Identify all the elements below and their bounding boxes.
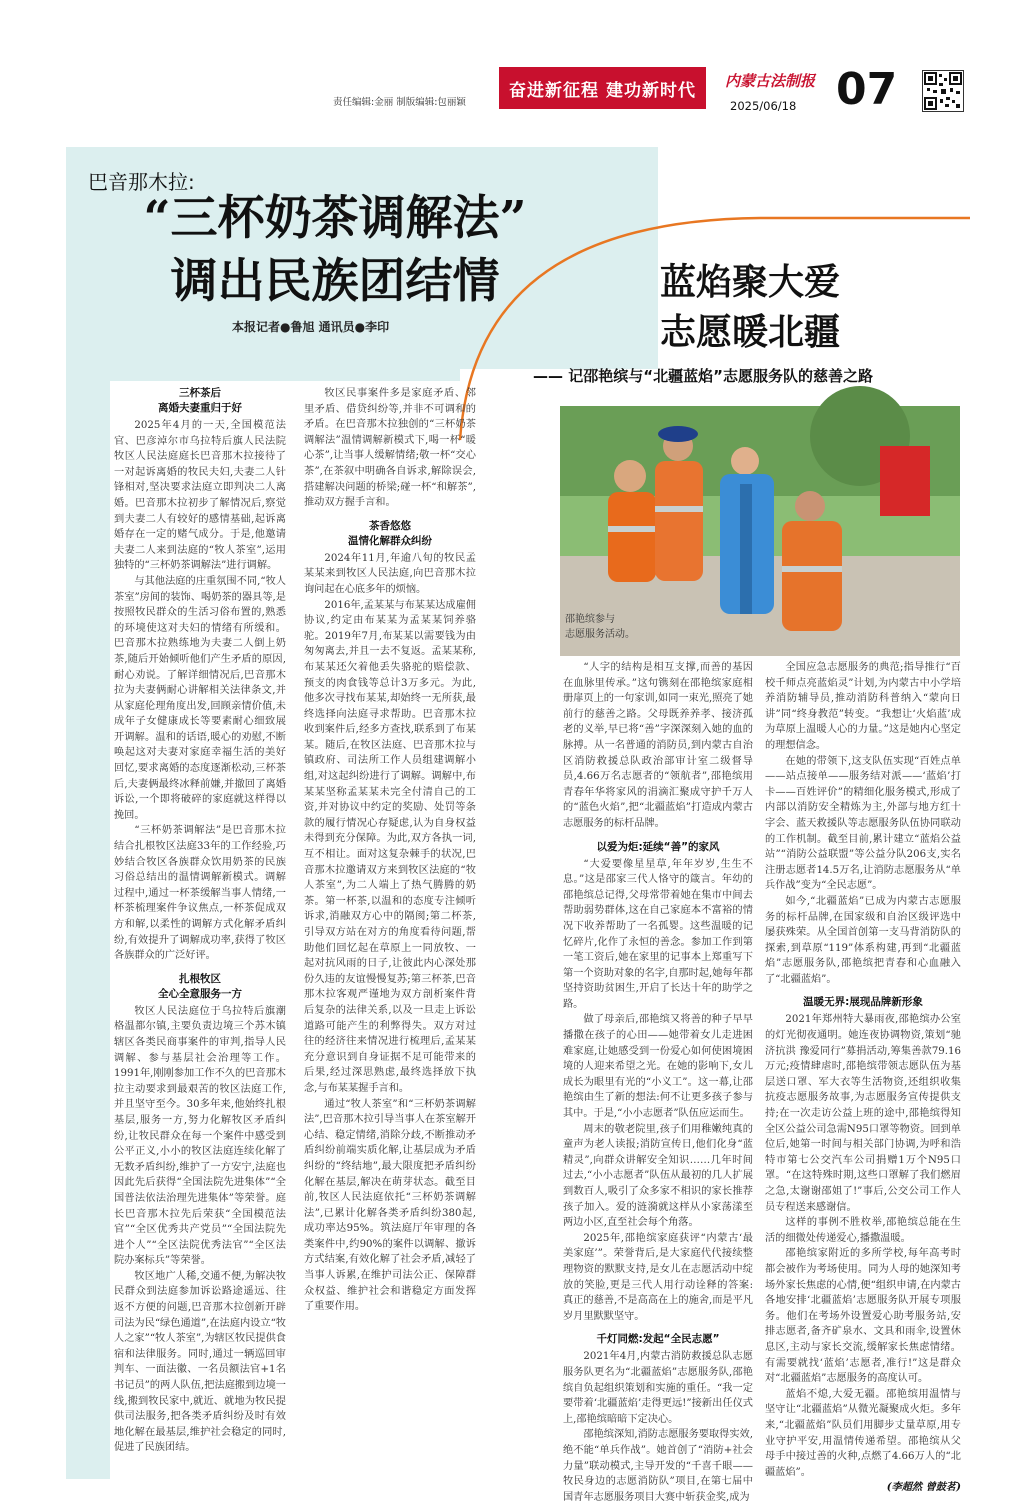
feature-section-title: 以爱为炬:延续“善”的家风 xyxy=(596,840,720,853)
feature-paragraph: “大爱要像星星草,年年岁岁,生生不息。”这是邵家三代人恪守的箴言。年幼的邵艳缤总记得,父母常带着她在集市中间去帮助弱势群体,这在自己家庭本不富裕的情况下收养帮助了一名孤婴。这些温暖的记忆碎片,化作了永恒的善念。参加工作到第一笔工资后,她在家里的记事本上郑重写下第一个资助对象的名字,自那时起,她每年都坚持资助贫困生,开启了长达十年的助学之路。 xyxy=(563,858,753,1010)
lead-paragraph: 牧区人民法庭位于乌拉特后旗潮格温都尔镇,主要负责边境三个苏木镇辖区各类民商事案件的审判,指导人民调解、参与基层社会治理等工作。1991年,刚刚参加工作不久的巴音那木拉主动要求到最艰苦的牧区法庭工作,并且坚守至今。30多年来,他始终扎根基层,服务一方,努力化解牧区矛盾纠纷,让牧民群众在每一个案件中感受到公平正义,小小的牧区法庭连续化解了无数矛盾纠纷,维护了一方安宁,法庭也因此先后获得“全国法院先进集体”“全国普法依法治理先进集体”等荣誉。庭长巴音那木拉先后荣获“全国模范法官”“全区优秀共产党员”“全国法院先进个人”“全区法院优秀法官”“全区法院办案标兵”等荣誉。 xyxy=(114,1005,286,1267)
feature-headline-1: 蓝焰聚大爱 xyxy=(659,261,840,303)
lead-paragraph: 2024年11月,年逾八旬的牧民孟某某来到牧区人民法庭,向巴音那木拉询问起在心底多年的烦恼。 xyxy=(304,552,476,595)
lead-byline: 本报记者●鲁旭 通讯员●李印 xyxy=(232,320,390,334)
feature-section-title: 温暖无界:展现品牌新形象 xyxy=(803,996,923,1009)
newspaper-name: 内蒙古法制报 xyxy=(725,72,816,90)
lead-paragraph: 2025年4月的一天,全国模范法官、巴彦淖尔市乌拉特后旗人民法院牧区人民法庭庭长巴音那木拉接待了一对起诉离婚的牧民夫妇,夫妻二人针锋相对,坚决要求法庭立即判决二人离婚。巴音那木拉初步了解情况后,察觉到夫妻二人有较好的感情基础,起诉离婚存在一定的赌气成分。于是,他邀请夫妻二人来到法庭的“牧人茶室”,运用独特的“三杯奶茶调解法”进行调解。 xyxy=(114,420,286,572)
page-number: 07 xyxy=(836,64,898,115)
lead-headline-2: 调出民族团结情 xyxy=(170,254,500,309)
lead-kicker: 巴音那木拉: xyxy=(88,170,195,194)
feature-headline-2: 志愿暖北疆 xyxy=(659,311,840,353)
feature-paragraph: 邵艳缤家附近的多所学校,每年高考时都会被作为考场使用。同为人母的她深知考场外家长焦虑的心情,便“组织申请,在内蒙古各地安排‘北疆蓝焰’志愿服务队开展专项服务。他们在考场外设置爱心助考服务站,安排志愿者,备齐矿泉水、文具和雨伞,设置休息区,主动与家长交流,缓解家长焦虑情绪。有需要就找‘蓝焰’志愿者,准行!”这是群众对“北疆蓝焰”志愿服务的高度认可。 xyxy=(765,1248,961,1385)
qr-code-icon xyxy=(922,70,964,112)
lead-headline-1: “三杯奶茶调解法” xyxy=(143,191,527,246)
feature-paragraph: 2021年4月,内蒙古消防救援总队志愿服务队更名为“北疆蓝焰”志愿服务队,邵艳缤自负起组织策划和实施的重任。“我一定要带着‘北疆蓝焰’走得更远!”接新出任仪式上,邵艳缤暗暗下定决心。 xyxy=(563,1351,753,1425)
feature-paragraph: 周末的敬老院里,孩子们用稚嫩纯真的童声为老人读报;消防宣传日,他们化身“蓝精灵”,向群众讲解安全知识……几年时间过去,“小小志愿者”队伍从最初的几人扩展到数百人,吸引了众多家不相识的家长推荐孩子加入。爱的涟漪就这样从小家荡漾至两边小区,直至社会每个角落。 xyxy=(563,1123,753,1229)
lead-section-title-2: 扎根牧区 全心全意服务一方 xyxy=(158,972,242,1000)
lead-left-band xyxy=(66,147,110,1479)
issue-date: 2025/06/18 xyxy=(730,99,797,113)
lead-section-title-3: 茶香悠悠 温情化解群众纠纷 xyxy=(348,519,432,547)
feature-column-2 xyxy=(765,660,961,1494)
feature-column-1 xyxy=(563,660,753,1503)
feature-paragraph: 做了母亲后,邵艳缤又将善的种子早早播撒在孩子的心田——她带着女儿走进困难家庭,让她感受到一份爱心如何使困境困境的人迎来希望之光。在她的影响下,女儿成长为眼里有光的“小义工”。这一幕,让邵艳缤由生了新的想法:何不让更多孩子参与其中。于是,“小小志愿者”队伍应运而生。 xyxy=(563,1014,753,1120)
feature-paragraph: 如今,“北疆蓝焰”已成为内蒙古志愿服务的标杆品牌,在国家级和自治区级评选中屡获殊荣。从全国首创第一支马背消防队的探索,到草原“119”体系构建,再到“北疆蓝焰”志愿服务队,邵艳缤把青春和心血融入了“北疆蓝焰”。 xyxy=(765,895,961,985)
lead-paragraph: 通过“牧人茶室”和“三杯奶茶调解法”,巴音那木拉引导当事人在茶室解开心结、稳定情绪,消除分歧,不断推动矛盾纠纷前端实质化解,让基层成为矛盾纠纷的“终结地”,最大限度把矛盾纠纷化解在基层,解决在萌芽状态。截至目前,牧区人民法庭依托“三杯奶茶调解法”,已累计化解各类矛盾纠纷380起,成功率达95%。筑法庭厅年审理的各类案件中,约90%的案件以调解、撤诉方式结案,有效化解了社会矛盾,减轻了当事人诉累,在维护司法公正、保障群众权益、维护社会和谐稳定方面发挥了重要作用。 xyxy=(304,1098,476,1313)
lead-paragraph: 2016年,孟某某与布某某达成雇佣协议,约定由布某某为孟某某饲养骆驼。2019年7月,布某某以需要钱为由匆匆离去,并且一去不复返。孟某某称,布某某还欠着他丢失骆驼的赔偿款、预支的肉食钱等总计3万多元。为此,他多次寻找布某某,却始终一无所获,最终选择向法庭寻求帮助。巴音那木拉收到案件后,经多方查找,联系到了布某某。随后,在牧区法庭、巴音那木拉与镇政府、司法所工作人员组建调解小组,对这起纠纷进行了调解。调解中,布某某坚称孟某某未完全付清自己的工资,并对协议中约定的奖励、处罚等条款的履行情况心存疑虑,认为自身权益未得到充分保障。为此,双方各执一词,互不相让。面对这复杂棘手的状况,巴音那木拉邀请双方来到牧区法庭的“牧人茶室”,为二人端上了热气腾腾的奶茶。第一杯茶,以温和的态度专注倾听诉求,消融双方心中的隔阂;第二杯茶,引导双方站在对方的角度看待问题,帮助他们回忆起在草原上一同放牧、一起对抗风雨的日子,让彼此内心深处那份久违的友谊慢慢复苏;第三杯茶,巴音那木拉客观严谨地为双方剖析案件背后复杂的法律关系,以及一旦走上诉讼道路可能产生的利弊得失。双方对过往的经济往来情况进行梳理后,孟某某充分意识到自身证据不足可能带来的后果,经过深思熟虑,最终选择放下执念,与布某某握手言和。 xyxy=(304,599,476,1094)
feature-paragraph: “人字的结构是相互支撑,而善的基因在血脉里传承。”这句镌刻在邵艳缤家庭相册扉页上的一句家训,如同一束光,照亮了她前行的慈善之路。父母既养养孝、接济孤老的义举,早已将“善”字深深刻入她的血的脉搏。从一名普通的消防员,到内蒙古自治区消防救援总队政治部审计室二级督导员,4.66万名志愿者的“领航者”,邵艳缤用青春年华将家风的涓滴汇聚成守护千万人的“蓝色火焰”,把“北疆蓝焰”打造成内蒙古志愿服务的标杆品牌。 xyxy=(563,662,753,829)
page-editors: 责任编辑:金丽 制版编辑:包丽颖 xyxy=(333,97,466,108)
feature-paragraph: 邵艳缤深知,消防志愿服务要取得实效,绝不能“单兵作战”。她首创了“消防+社会力量”联动模式,主导开发的“千喜千眼——牧民身边的志愿消防队”项目,在第七届中国青年志愿服务项目大赛中斩获金奖,成为 xyxy=(563,1429,753,1503)
lead-paragraph: “三杯奶茶调解法”是巴音那木拉结合扎根牧区法庭33年的工作经验,巧妙结合牧区各族群众饮用奶茶的民族习俗总结出的温情调解新模式。调解过程中,通过一杯茶缓解当事人情绪,一杯茶梳理案件争议焦点,一杯茶促成双方和解,以柔性的调解方式化解矛盾纠纷,有效提升了调解成功率,获得了牧区各族群众的广泛好评。 xyxy=(114,825,286,962)
lead-paragraph: 牧区地广人稀,交通不便,为解决牧民群众到法庭参加诉讼路途遥远、往返不方便的问题,巴音那木拉创新开辟司法为民“绿色通道”,在法庭内设立“牧人之家”“牧人茶室”,为辖区牧民提供食宿和法律服务。同时,通过一辆巡回审判车、一面法徽、一名员额法官+1名书记员”的两人队伍,把法庭搬到边境一线,搬到牧民家中,就近、就地为牧民提供司法服务,把各类矛盾纠纷及时有效地化解在最基层,维护社会稳定的同时,促进了民族团结。 xyxy=(114,1270,286,1454)
lead-column-1 xyxy=(114,386,286,1476)
feature-section-title: 千灯同燃:发起“全民志愿” xyxy=(596,1333,720,1346)
feature-paragraph: 这样的事例不胜枚举,邵艳缤总能在生活的细微处传递爱心,播撒温暖。 xyxy=(765,1217,961,1244)
lead-section-title-1: 三杯茶后 离婚夫妻重归于好 xyxy=(158,387,242,414)
feature-paragraph: 全国应急志愿服务的典范;指导推行“百校千师点亮蓝焰灵”计划,为内蒙古中小学培养消防辅导员,推动消防科普纳入“蒙向日讲”同“终身教范”转变。“我想让‘火焰蓝’成为草原上温暖人心的力量。”这是她内心坚定的理想信念。 xyxy=(765,662,961,751)
feature-paragraph: 2025年,邵艳缤家庭获评“内蒙古‘最美家庭’”。荣誉背后,是大家庭代代接续整理物资的默默支持,是女儿在志愿活动中绽放的笑脸,更是三代人用行动诠释的答案:真正的慈善,不是高高在上的施舍,而是平凡岁月里默默坚守。 xyxy=(563,1232,753,1322)
feature-paragraph: 2021年郑州特大暴雨夜,邵艳缤办公室的灯光彻夜通明。她连夜协调物资,策划“驰济抗洪 豫爱同行”募捐活动,筹集善款79.16万元;疫情肆虐时,邵艳缤带领志愿队伍为基层送口罩、军大衣等生活物资,还组织收集抗疫志愿服务故事,为志愿服务宣传提供支持;在一次走访公益上班的途中,邵艳缤得知全区公益公司急需N95口罩等物资。回到单位后,她第一时间与相关部门协调,为呼和浩特市第七公交汽车公司捐赠1万个N95口罩。“在这特殊时期,这些口罩解了我们燃眉之急,太谢谢邵姐了!”事后,公交公司工作人员专程送来感谢信。 xyxy=(765,1014,961,1213)
feature-subtitle: —— 记邵艳缤与“北疆蓝焰”志愿服务队的慈善之路 xyxy=(533,367,873,385)
photo-caption: 邵艳缤参与 志愿服务活动。 xyxy=(565,614,635,640)
slogan-banner: 奋进新征程 建功新时代 xyxy=(499,67,706,109)
lead-panel-strip xyxy=(66,369,460,381)
lead-paragraph: 与其他法庭的庄重氛围不同,“牧人茶室”房间的装饰、喝奶茶的器具等,是按照牧民群众的生活习俗布置的,熟悉的环境使这对夫妇的情绪有所缓和。巴音那木拉熟练地为夫妻二人倒上奶茶,随后开始倾听他们产生矛盾的原因,耐心劝说。了解详细情况后,巴音那木拉为夫妻俩耐心讲解相关法律条文,并从家庭伦理角度出发,回顾亲情价值,未成年子女健康成长等要素耐心细致展开调解。温和的话语,暖心的劝慰,不断唤起这对夫妻对家庭幸福生活的美好回忆,要求离婚的态度逐渐松动,三杯茶后,夫妻俩最终冰释前嫌,并撤回了离婚诉讼,一个即将破碎的家庭就这样得以挽回。 xyxy=(114,575,286,821)
feature-paragraph: 在她的带领下,这支队伍实现“百姓点单——站点接单——服务结对派——‘蓝焰’打卡——百姓评价”的精细化服务模式,形成了内部以消防安全精炼为主,外部与地方红十字会、蓝天救援队等志愿服务队伍协同联动的工作机制。截至目前,累计建立“蓝焰公益站”“消防公益联盟”等公益分队206支,实名注册志愿者14.5万名,让消防志愿服务从“单兵作战”变为“全民志愿”。 xyxy=(765,755,961,892)
lead-paragraph: 牧区民事案件多是家庭矛盾、邻里矛盾、借贷纠纷等,并非不可调和的矛盾。在巴音那木拉独创的“三杯奶茶调解法”温情调解新模式下,喝一杯“暖心茶”,让当事人缓解情绪;敬一杯“交心茶”,在茶叙中明确各自诉求,解除误会,搭建解决问题的桥梁;碰一杯“和解茶”,推动双方握手言和。 xyxy=(304,388,476,509)
feature-paragraph: 蓝焰不熄,大爱无疆。邵艳缤用温情与坚守让“北疆蓝焰”从微光凝聚成火炬。多年来,“北疆蓝焰”队员们用脚步丈量草原,用专业守护平安,用温情传递希望。邵艳缤从父母手中接过善的火种,点燃了4.66万人的“北疆蓝焰”。 xyxy=(765,1388,961,1478)
lead-column-2 xyxy=(304,386,476,1476)
feature-author-signoff: (李超然 曾鼓茗) xyxy=(886,1481,961,1494)
